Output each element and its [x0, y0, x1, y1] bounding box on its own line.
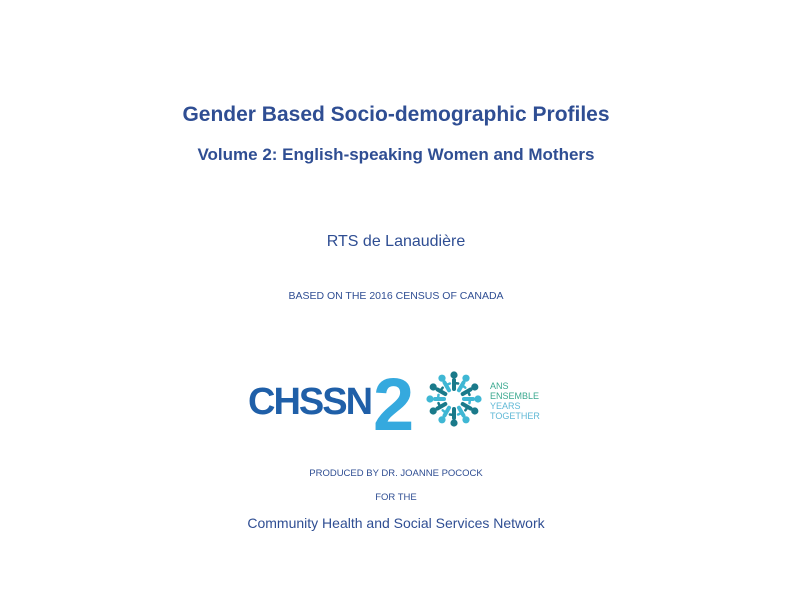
logo-tagline-together: TOGETHER — [490, 411, 540, 421]
logo-tagline-years: YEARS — [490, 401, 521, 411]
ring-figure-head — [426, 395, 433, 402]
produced-by: PRODUCED BY DR. JOANNE POCOCK — [309, 468, 483, 479]
ring-figure-arm — [454, 383, 458, 384]
logo-tagline-ans: ANS — [490, 381, 509, 391]
chssn-20-logo — [246, 362, 546, 436]
logo-tagline-ensemble: ENSEMBLE — [490, 391, 540, 401]
logo-wordmark: CHSSN — [248, 381, 372, 423]
ring-figure-arm — [438, 395, 439, 399]
logo-people-ring-icon — [426, 371, 481, 426]
ring-figure-arm — [458, 413, 462, 415]
ring-figure-arm — [446, 384, 450, 386]
ring-figure-head — [450, 419, 457, 426]
organization-name: Community Health and Social Services Network — [247, 515, 545, 531]
ring-figure-head — [450, 371, 457, 378]
ring-figure-arm — [439, 403, 441, 407]
report-subtitle: Volume 2: English-speaking Women and Mothers — [197, 145, 595, 164]
ring-figure-arm — [450, 415, 454, 416]
ring-figure-head — [474, 395, 481, 402]
census-note: BASED ON THE 2016 CENSUS OF CANADA — [288, 290, 504, 302]
ring-figure-arm — [468, 391, 470, 395]
for-the-label: FOR THE — [375, 492, 417, 503]
report-title: Gender Based Socio-demographic Profiles — [182, 103, 610, 126]
ring-figure-arm — [470, 399, 471, 403]
logo-number-2: 2 — [373, 363, 415, 436]
region-name: RTS de Lanaudière — [326, 233, 466, 250]
